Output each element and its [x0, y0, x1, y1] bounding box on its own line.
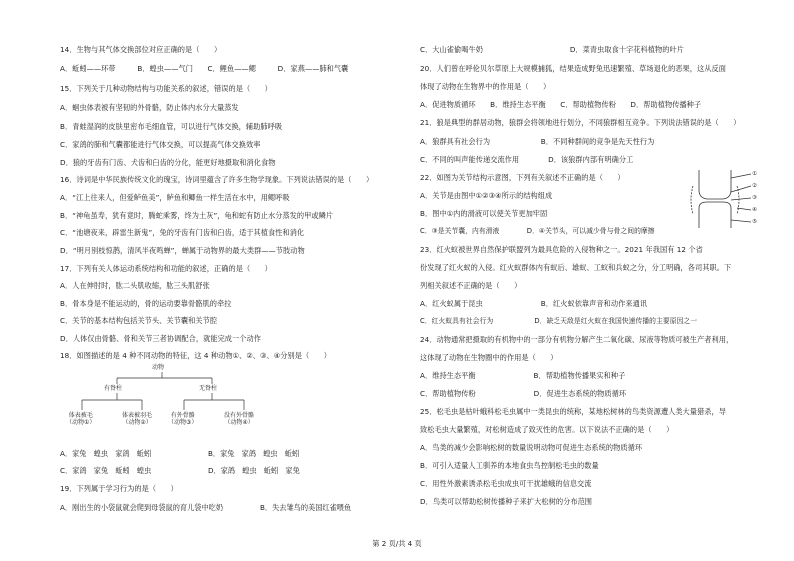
page-number: 第 2 页/共 4 页 [372, 539, 422, 548]
question-20-cont: 体现了动物在生物界中的作用是（ ） [420, 82, 551, 91]
tree-branch-invertebrate: 无脊柱 [199, 385, 218, 392]
q24-options-ab: A．维持生态平衡 B．帮助植物传播果实和种子 [420, 371, 626, 380]
q20-options: A．促进物质循环 B．维持生态平衡 C．帮助植物传粉 D．帮助植物传播种子 [420, 100, 702, 109]
joint-label-2: ② [752, 183, 757, 189]
joint-label-3: ③ [752, 195, 757, 201]
question-25-cont: 致松毛虫大量繁殖，对松树造成了致灭性的危害。以下说法不正确的是（ ） [420, 425, 674, 434]
q22-option-b: B．图中①内的滑液可以使关节更加牢固 [420, 209, 548, 218]
q18-option-a: A．家兔 蝗虫 家鸽 蚯蚓 [60, 449, 152, 458]
q17-option-c: C．关节的基本结构包括关节头、关节囊和关节腔 [60, 316, 218, 325]
question-15: 15．下列关于几种动物结构与功能关系的叙述，错误的是（ ） [60, 84, 272, 93]
q25-option-a: A．鸟类的减少会影响松树的数量说明动物可促进生态系统的物质循环 [420, 443, 643, 452]
q15-option-a: A．蛔虫体表被有坚韧的外骨骼，防止体内水分大量蒸发 [60, 103, 239, 112]
question-24-cont: 这体现了动物在生物圈中的作用是（ ） [420, 353, 558, 362]
question-24: 24．动物通常把摄取的有机物中的一部分有机物分解产生二氧化碳、尿液等物质可被生产者利用， [420, 335, 734, 344]
q21-options-cd: C．不同的叫声能传递交流作用 D．该狼群内部有明确分工 [420, 155, 634, 164]
tree-leaf-1: 体表被毛 （动物①） [66, 412, 96, 426]
q17-option-a: A．人在伸肘时，肱二头肌收缩，肱三头肌舒张 [60, 281, 210, 290]
q23-options-cd: C．红火蚁具有社会行为 D．缺乏天敌是红火蚁在我国快速传播的主要原因之一 [420, 317, 698, 325]
animal-classification-diagram [62, 360, 322, 450]
q14-options: A．蚯蚓——环带 B．蝗虫——气门 C．鲤鱼——鳃 D．家燕——肺和气囊 [60, 64, 349, 73]
joint-label-1: ① [752, 171, 757, 177]
question-17: 17．下列有关人体运动系统结构和功能的叙述，正确的是（ ） [60, 264, 272, 273]
joint-label-4: ④ [752, 207, 757, 213]
q23-options-ab: A．红火蚁属于昆虫 B．红火蚁依靠声音和动作来通讯 [420, 299, 648, 308]
q16-option-a: A．“江上往来人，但爱鲈鱼美”，鲈鱼和鲫鱼一样生活在水中，用鳃呼吸 [60, 193, 290, 202]
q16-option-b: B．“神龟虽寿，犹有竟时，腾蛇乘雾，终为土灰”，龟和蛇有防止水分蒸发的甲或鳞片 [60, 211, 334, 220]
q19-option-b: B．失去雏鸟的美国红雀喂鱼 [260, 503, 352, 512]
q22-options-cd: C．③是关节囊，内有滑液 D．④关节头，可以减少骨与骨之间的摩擦 [420, 227, 655, 235]
question-23-cont: 份发现了红火蚁的入侵。红火蚁群体内有蚁后、雄蚁、工蚁和兵蚁之分，分工明确，各司其职。下 [420, 263, 732, 272]
q17-option-d: D．人体仅由骨骼、骨和关节三者协调配合，就能完成一个动作 [60, 334, 261, 343]
tree-connector-lines [62, 360, 322, 450]
question-25: 25．松毛虫是枯叶蛾科松毛虫属中一类昆虫的统称，某地松树林的鸟类资源遭人类大量猎杀，导 [420, 407, 726, 416]
q15-option-c: C．家鸽的肺和气囊都能进行气体交换，可以提高气体交换效率 [60, 140, 261, 149]
question-23: 23．红火蚁被世界自然保护联盟列为最具危险的入侵物种之一。2021 年我国有 12 个省 [420, 245, 703, 254]
tree-root: 动物 [152, 364, 165, 371]
q17-option-b: B．骨本身是不能运动的，骨的运动要靠骨骼肌的牵拉 [60, 299, 232, 308]
joint-illustration [685, 168, 770, 230]
question-18: 18．如图描述的是 4 种不同动物的特征，这 4 种动物①、②、③、④分别是（ ） [60, 351, 331, 360]
question-16: 16．诗词是中华民族传统文化的瑰宝，诗词里蕴含了许多生物学现象。下列说法错误的是（ ） [60, 175, 374, 184]
q16-option-c: C．“池塘夜来，辟雷生新鬼”，兔的牙齿有门齿和臼齿，适于其植食性和消化 [60, 228, 305, 237]
q16-option-d: D．“明月别枝惊鹊，清风半夜鸣蝉”，蝉属于动物界的最大类群——节肢动物 [60, 246, 305, 255]
q25-option-b: B．可引入适量人工驯养的本地食虫鸟控制松毛虫的数量 [420, 461, 599, 470]
q18-option-c: C．家鸽 家兔 蚯蚓 蝗虫 [60, 466, 152, 475]
q18-option-d: D．家鸽 蝗虫 蚯蚓 家兔 [208, 466, 300, 475]
tree-leaf-4: 没有外骨骼 （动物④） [224, 412, 255, 426]
tree-leaf-2: 体表被羽毛 （动物②） [122, 412, 153, 426]
q15-option-d: D．狼的牙齿有门齿、犬齿和臼齿的分化，能更好地摄取和消化食物 [60, 158, 276, 167]
q19-options-cd: C．大山雀偷喝牛奶 D．菜青虫取食十字花科植物的叶片 [420, 45, 684, 54]
question-22: 22．如图为关节结构示意图，下列有关叙述不正确的是（ ） [420, 173, 625, 182]
question-19: 19．下列属于学习行为的是（ ） [60, 484, 178, 493]
tree-leaf-3: 有外骨骼 （动物③） [168, 412, 198, 426]
question-21: 21．狼是典型的群居动物，狼群会将领地进行划分，不同狼群相互竞争。下列说法错误的是（ ） [420, 118, 741, 127]
q15-option-b: B．青蛙湿润的皮肤里密布毛细血管，可以进行气体交换，辅助肺呼吸 [60, 122, 283, 131]
joint-structure-diagram [685, 168, 770, 230]
q19-option-a: A．刚出生的小袋鼠就会爬到母袋鼠的育儿袋中吃奶 [60, 503, 224, 512]
q21-options-ab: A．狼群具有社会行为 B．不同种群间的竞争是先天性行为 [420, 137, 655, 146]
tree-branch-vertebrate: 有脊柱 [104, 385, 123, 392]
q18-option-b: B．家兔 家鸽 蝗虫 蚯蚓 [208, 449, 300, 458]
question-20: 20．人们曾在呼伦贝尔草原上大规模捕狐，结果造成野兔迅速繁殖、草场退化的恶果，这从反面 [420, 64, 726, 73]
q25-option-c: C．用性外激素诱杀松毛虫成虫可干扰雄蛾的信息交流 [420, 479, 592, 488]
q25-option-d: D．鸟类可以帮助松树传播种子来扩大松树的分布范围 [420, 497, 593, 506]
question-14: 14．生物与其气体交换部位对应正确的是（ ） [60, 45, 222, 54]
q22-option-a: A．关节是由图中①②③④所示的结构组成 [420, 191, 553, 200]
joint-label-5: ⑤ [752, 219, 757, 225]
question-23-cont-2: 列相关叙述不正确的是（ ） [420, 281, 522, 290]
q24-options-cd: C．帮助植物传粉 D．促进生态系统的物质循环 [420, 389, 627, 398]
